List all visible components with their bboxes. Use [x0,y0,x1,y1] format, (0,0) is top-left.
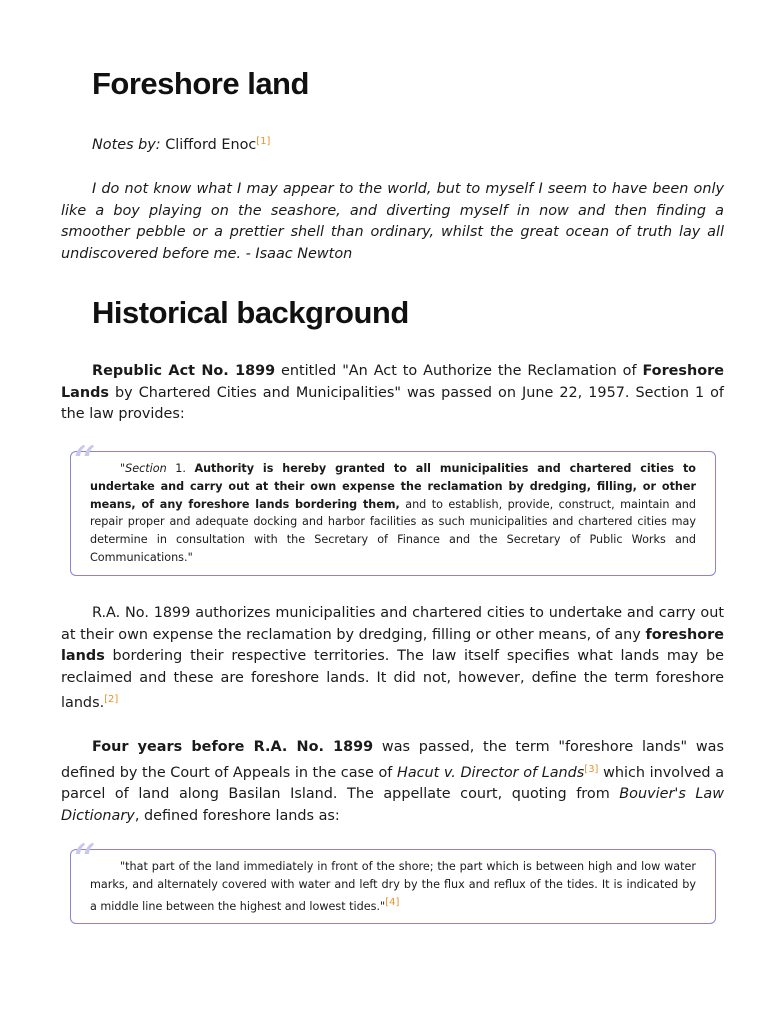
quote-mark-icon: “ [72,436,96,490]
bold-text: Authority is hereby granted to all municipalities and chartered cities to undertake and carry out at their own expense the reclamation by dredging, filling, or other means, of any foreshore lands bordering them, [90,462,696,511]
section-number: 1. [166,462,195,475]
notes-label: Notes by: [92,137,161,153]
body-text: entitled "An Act to Authorize the Reclamation of [275,363,643,379]
body-text: R.A. No. 1899 authorizes municipalities and chartered cities to undertake and carry out at their own expense the reclamation by dredging, filling or other means, of any [61,605,724,643]
body-text: which involved a parcel of land along Basilan Island. The appellate court, quoting from [61,764,725,802]
book-title: Bouvier's Law Dictionary [61,786,725,824]
quote-text: and to establish, provide, construct, maintain and repair proper and adequate docking and harbor facilities as such municipalities and chartered cities may determine in consultation with the Secretary of Finance and the Secretary of Public Works and Communications." [90,497,696,564]
page-title: Foreshore land [92,66,309,101]
footnote-link[interactable]: [2] [104,694,119,705]
bold-text: Republic Act No. 1899 [92,363,276,379]
footnote-link[interactable]: [3] [584,763,599,775]
paragraph-1 [61,361,724,426]
epigraph-quote [61,179,724,265]
bold-text: foreshore lands [61,626,724,664]
case-title: Hacut v. Director of Lands [397,764,585,781]
bold-text: Four years before R.A. No. 1899 [92,739,374,755]
notes-author: Clifford Enoc [165,137,257,153]
quote-text: " [120,462,126,475]
body-text: by Chartered Cities and Municipalities" was passed on June 22, 1957. Section 1 of the law provides: [61,384,724,422]
epigraph-text: I do not know what I may appear to the world, but to myself I seem to have been only like a boy playing on the seashore, and diverting myself in now and then finding a smoother pebble or a prettier shell than ordinary, whilst the great ocean of truth lay all undiscovered before me. - Isaac Newton [61,181,724,262]
bold-text: Foreshore Lands [61,363,724,401]
body-text: bordering their respective territories. The law itself specifies what lands may be reclaimed and these are foreshore lands. It did not, however, define the term foreshore lands. [61,648,724,711]
body-text: was passed, the term "foreshore lands" was defined by the Court of Appeals in the case of [61,739,724,781]
paragraph-3 [61,737,724,827]
notes-line [61,131,724,157]
blockquote-section-1 [70,436,716,576]
footnote-link[interactable]: [4] [385,896,400,908]
quote-text: "that part of the land immediately in front of the shore; the part which is between high and low water marks, and alternately covered with water and left dry by the flux and reflux of the tides. It is indicated by a middle line between the highest and lowest tides." [90,860,696,913]
quote-mark-icon: “ [72,834,96,888]
section-label: Section [125,462,167,475]
blockquote-definition [70,834,716,924]
paragraph-2 [61,603,724,715]
body-text: , defined foreshore lands as: [134,807,340,824]
footnote-link[interactable]: [1] [256,136,271,147]
section-heading: Historical background [92,295,409,330]
